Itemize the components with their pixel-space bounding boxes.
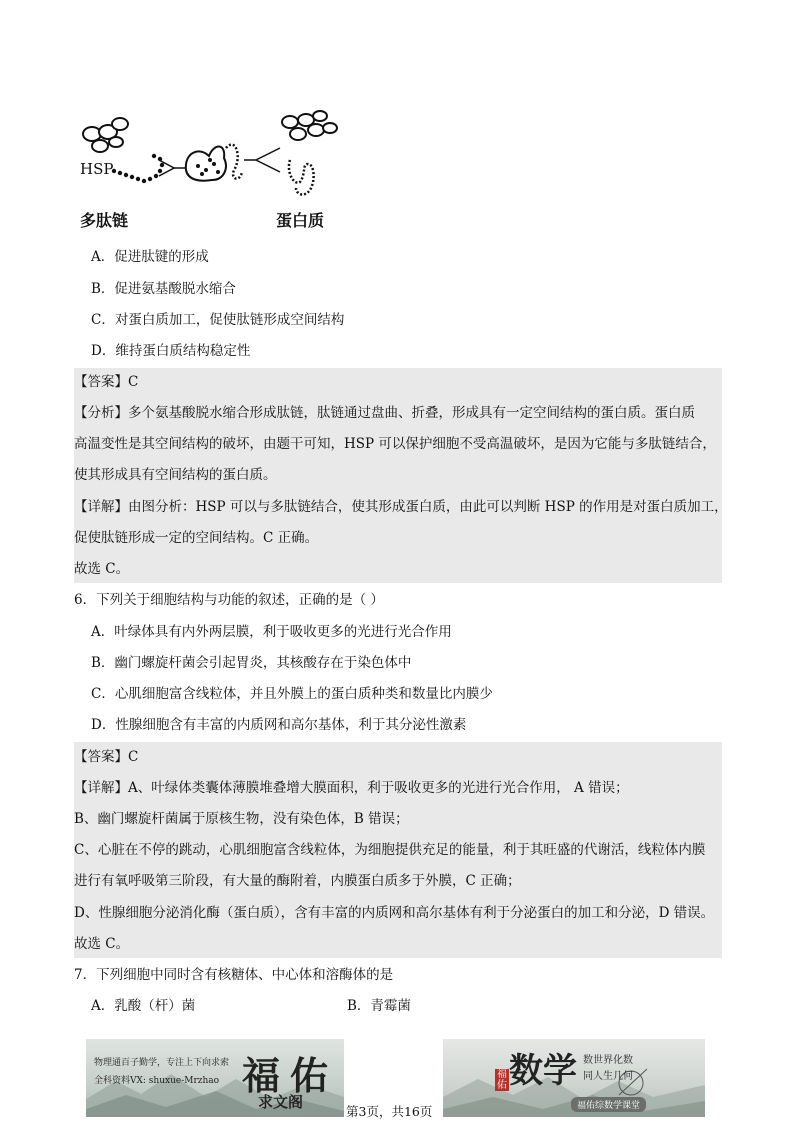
q6-detail-line-1: 【详解】A、叶绿体类囊体薄膜堆叠增大膜面积，利于吸收更多的光进行光合作用， A 错误； [74,780,629,796]
q5-detail-line-2: 促使肽链形成一定的空间结构。C 正确。 [74,530,319,546]
q6-answer: 【答案】C [74,749,139,765]
left-banner-line-2: 全科资料VX: shuxue-Mrzhao [94,1076,220,1086]
left-banner-line-1: 物理通百子勤学，专注上下向求索 [94,1058,230,1068]
q7-option-a: A．乳酸（杆）菌 [91,998,196,1014]
q5-conclusion: 故选 C。 [74,561,130,577]
q6-conclusion: 故选 C。 [74,936,130,952]
q5-option-b: B．促进氨基酸脱水缩合 [91,281,236,297]
q6-detail-line-3: C、心脏在不停的跳动，心肌细胞富含线粒体，为细胞提供充足的能量，利于其旺盛的代谢活，线粒体内膜 [74,842,706,858]
right-banner-big: 数学 [509,1051,577,1091]
q7-option-b: B．青霉菌 [347,998,411,1014]
right-banner-line-2: 同人生几何 [583,1071,633,1082]
left-banner-big-1: 福 [242,1053,281,1098]
right-banner-line-1: 数世界化数 [583,1055,633,1066]
left-banner-big-2: 佑 [290,1053,329,1098]
polypeptide-label: 多肽链 [80,211,129,230]
q5-answer: 【答案】C [74,374,139,390]
q5-analysis-line-3: 使其形成具有空间结构的蛋白质。 [74,467,277,483]
right-banner-line-3: 福佑综数学课堂 [571,1097,646,1112]
q6-option-d: D．性腺细胞含有丰富的内质网和高尔基体，利于其分泌性激素 [91,717,467,733]
q6-option-a: A．叶绿体具有内外两层膜，利于吸收更多的光进行光合作用 [91,624,452,640]
q5-option-d: D．维持蛋白质结构稳定性 [91,343,251,359]
q6-detail-line-4: 进行有氧呼吸第三阶段，有大量的酶附着，内膜蛋白质多于外膜，C 正确； [74,873,521,889]
q7-stem: 7．下列细胞中同时含有核糖体、中心体和溶酶体的是 [74,967,394,983]
hsp-figure [74,108,354,233]
q5-analysis-line-1: 【分析】多个氨基酸脱水缩合形成肽链，肽链通过盘曲、折叠，形成具有一定空间结构的蛋白质。蛋白质 [74,405,695,421]
q5-option-a: A．促进肽键的形成 [91,249,209,265]
q6-option-c: C．心肌细胞富含线粒体，并且外膜上的蛋白质种类和数量比内膜少 [91,686,493,702]
q5-option-c: C．对蛋白质加工，促使肽链形成空间结构 [91,312,345,328]
q5-analysis-line-2: 高温变性是其空间结构的破坏，由题干可知，HSP 可以保护细胞不受高温破坏，是因为它能与多肽链结合， [74,436,716,452]
q5-detail-line-1: 【详解】由图分析：HSP 可以与多肽链结合，使其形成蛋白质，由此可以判断 HSP 的作用是对蛋白质加工， [74,499,728,515]
page-number: 第3页，共16页 [346,1104,433,1119]
left-banner-image [86,1039,344,1117]
right-banner-seal: 福佑 [497,1069,507,1091]
hsp-label: HSP [80,160,114,178]
q6-option-b: B．幽门螺旋杆菌会引起胃炎，其核酸存在于染色体中 [91,655,412,671]
q6-detail-line-2: B、幽门螺旋杆菌属于原核生物，没有染色体，B 错误； [74,811,409,827]
protein-label: 蛋白质 [276,211,325,230]
right-banner-image [443,1039,705,1117]
q6-detail-line-5: D、性腺细胞分泌消化酶（蛋白质），含有丰富的内质网和高尔基体有利于分泌蛋白的加工和分泌，D 错误。 [74,905,715,921]
q6-stem: 6．下列关于细胞结构与功能的叙述，正确的是（ ） [74,592,384,608]
left-banner-small: 求文阁 [258,1093,304,1111]
